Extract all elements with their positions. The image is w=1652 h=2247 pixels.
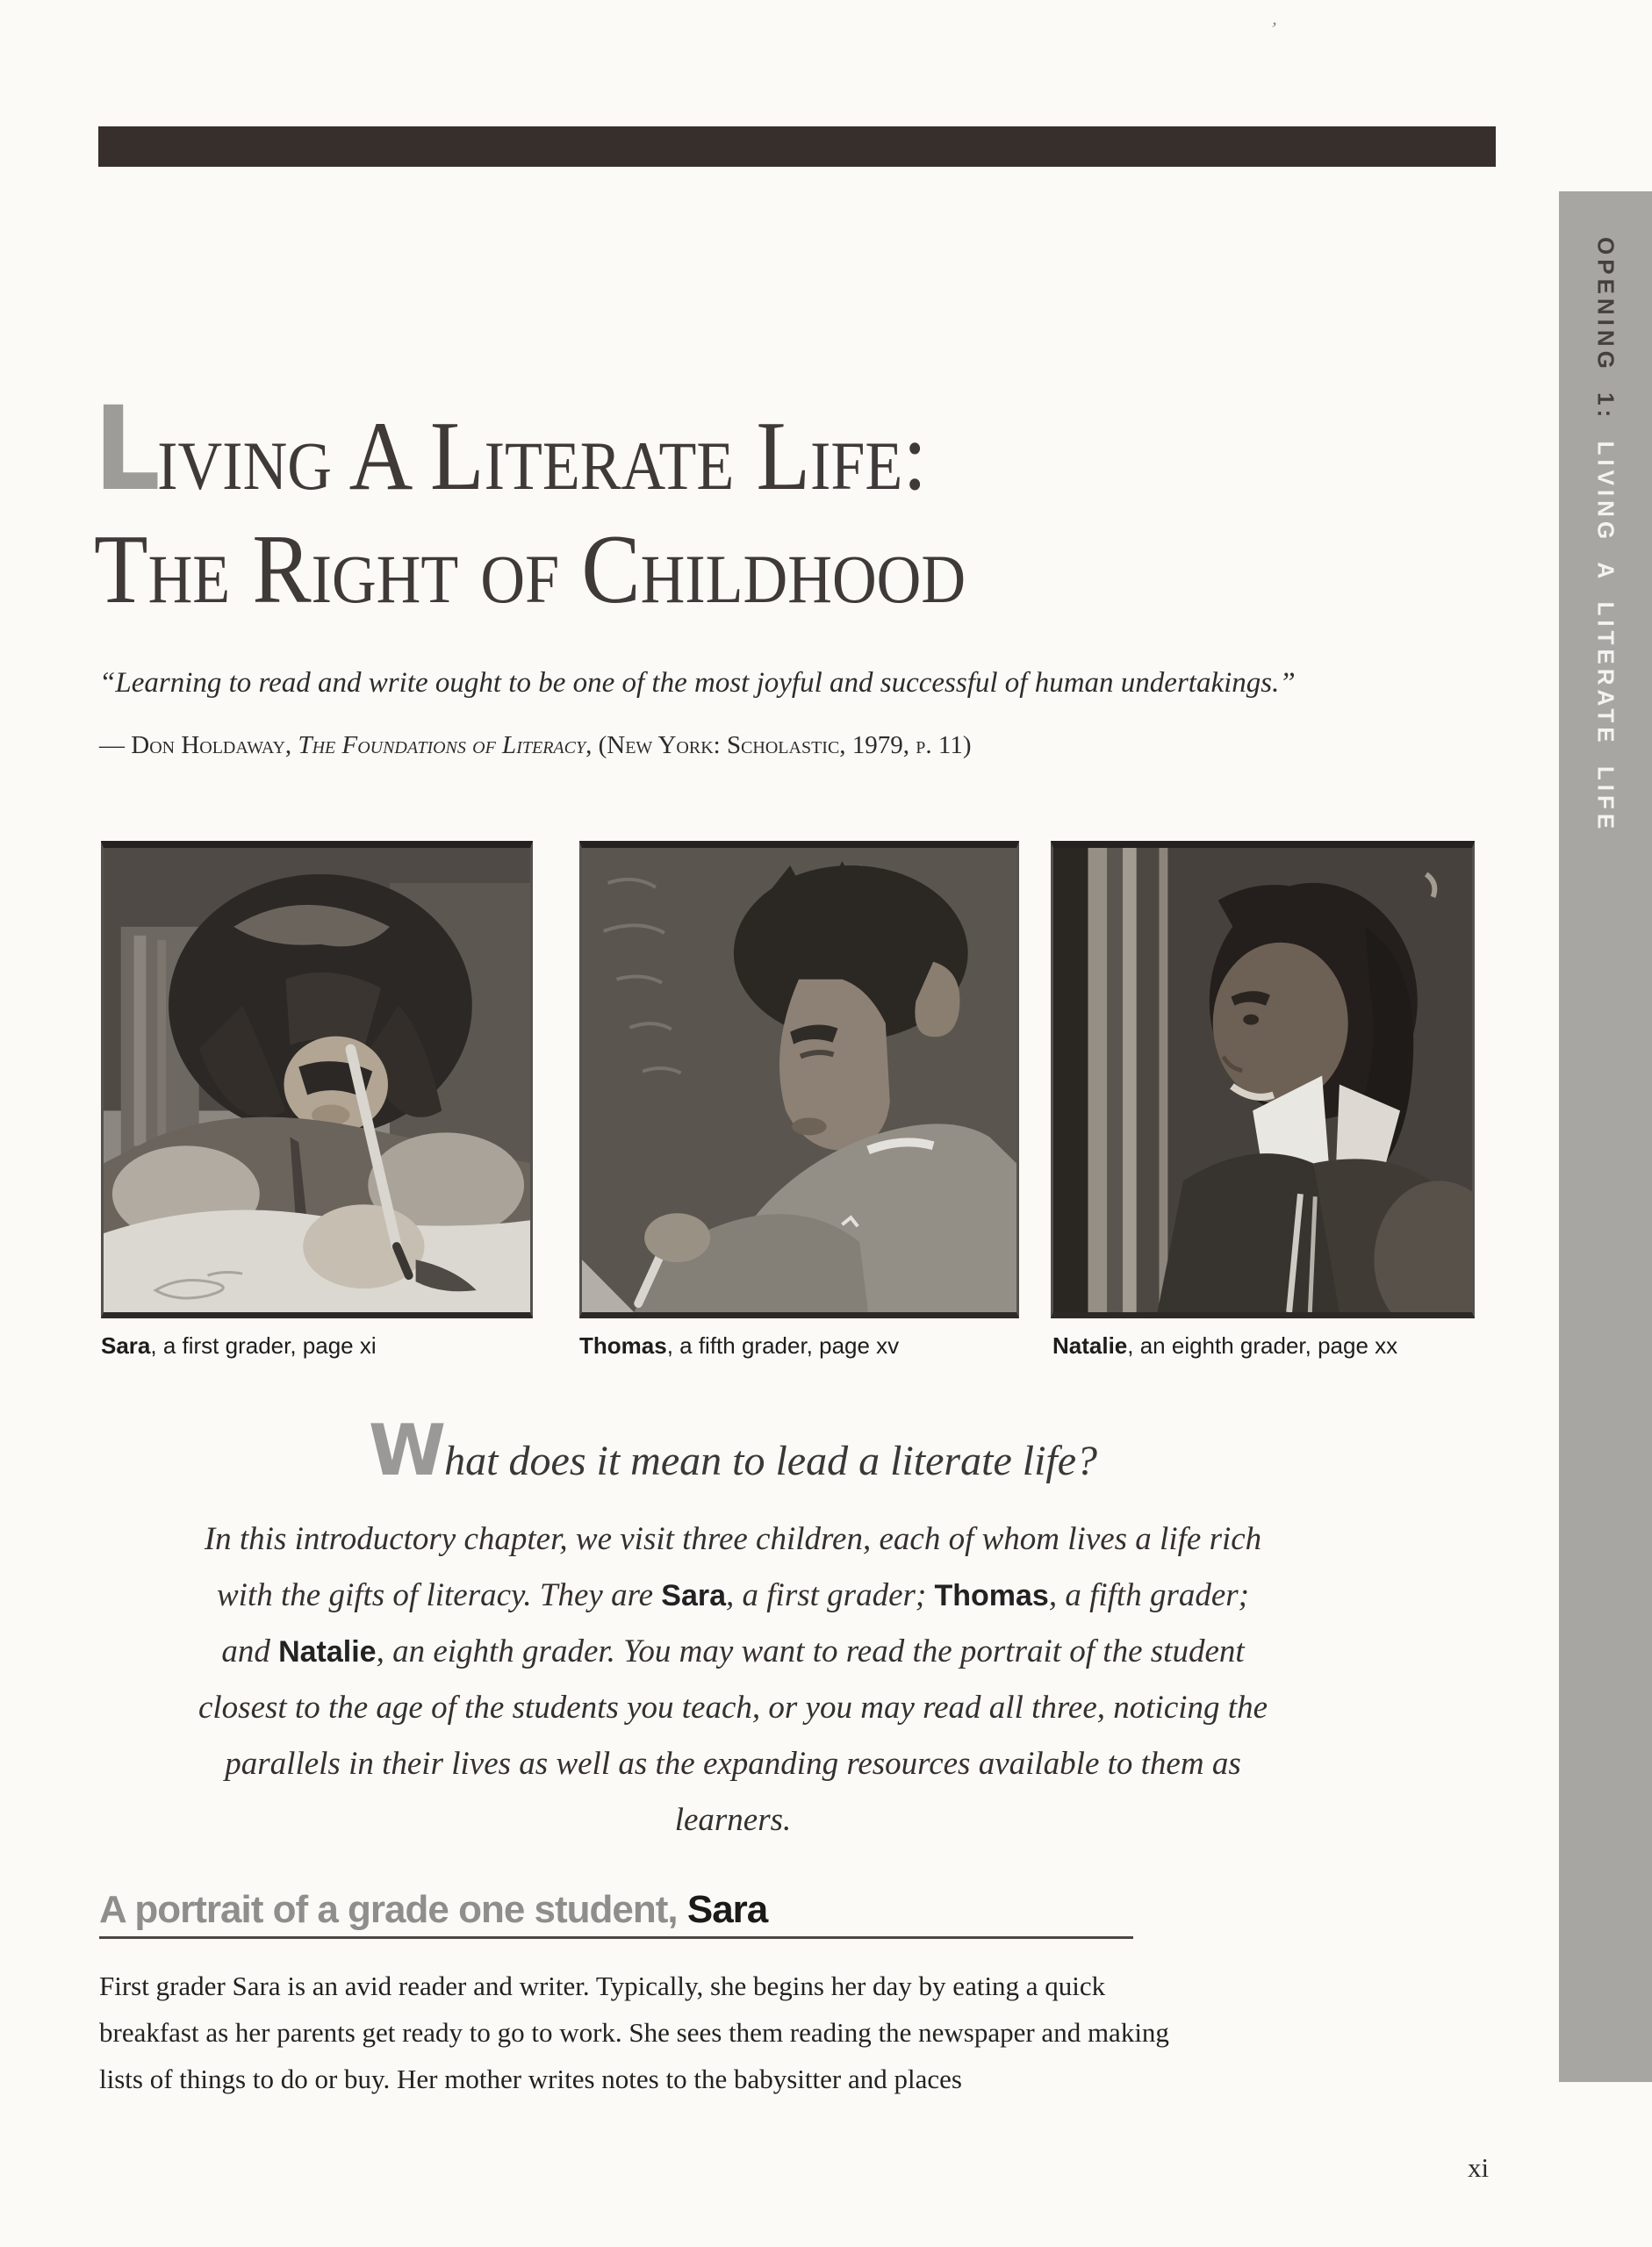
caption-thomas-rest: , a fifth grader, page xv: [666, 1332, 900, 1359]
photo-thomas: [579, 841, 1019, 1318]
attribution-publisher: , (New York: Scholastic, 1979, p. 11): [585, 731, 972, 759]
side-tab-label-space: [1593, 421, 1620, 441]
section-heading: [99, 1888, 1328, 1931]
intro-seg-natalie: Natalie: [278, 1635, 377, 1669]
photo-natalie: [1051, 841, 1475, 1318]
intro-heading-text: hat does it mean to lead a literate life?: [444, 1438, 1098, 1484]
intro-seg-0: In this introductory chapter, we visit three children, each of whom lives a life rich with the gifts of literacy. They are: [204, 1521, 1262, 1613]
intro-seg-6: , an eighth grader. You may want to read the portrait of the student closest to the age of the students you teach, or you may read all three, noticing the parallels in their lives as well as the expanding resources available to them as learners.: [198, 1633, 1268, 1838]
epigraph-quote: “Learning to read and write ought to be one of the most joyful and successful of human undertakings.”: [99, 667, 1296, 699]
caption-sara-name: Sara: [101, 1332, 151, 1359]
page-title-line-2: The Right of Childhood: [94, 515, 966, 624]
intro-seg-thomas: Thomas: [934, 1579, 1049, 1612]
section-heading-name: Sara: [686, 1888, 768, 1931]
photo-thomas-illustration: [582, 848, 1016, 1312]
intro-seg-sara: Sara: [661, 1579, 727, 1612]
chapter-top-rule-bar: [98, 126, 1496, 167]
title-line1-text: iving A Literate Life:: [157, 402, 928, 511]
page-title-line-1: [94, 382, 928, 517]
intro-seg-4: , a fifth grader; and: [221, 1577, 1249, 1669]
caption-natalie-rest: , an eighth grader, page xx: [1127, 1332, 1398, 1359]
attribution-author: — Don Holdaway,: [99, 731, 298, 759]
page-number: xi: [1468, 2152, 1490, 2183]
title-dropcap-L: L: [94, 382, 158, 517]
section-heading-gray: A portrait of a grade one student,: [99, 1888, 687, 1931]
scan-artifact-mark: ’: [1268, 17, 1279, 40]
caption-thomas-name: Thomas: [579, 1332, 667, 1359]
intro-heading: [198, 1410, 1268, 1491]
caption-sara-rest: , a first grader, page xi: [150, 1332, 377, 1359]
section-heading-underline: [99, 1936, 1133, 1939]
caption-natalie-name: Natalie: [1052, 1332, 1128, 1359]
photo-sara: [101, 841, 533, 1318]
epigraph-attribution: [99, 731, 1416, 760]
body-paragraph: First grader Sara is an avid reader and writer. Typically, she begins her day by eating a quick breakfast as her parents get ready to go to work. She sees them reading the newspaper and making lists of things to do or buy. Her mother writes notes to the babysitter and places: [99, 1971, 1169, 2094]
caption-sara: [101, 1332, 377, 1360]
photo-sara-illustration: [104, 848, 530, 1312]
intro-paragraph: [198, 1511, 1268, 1849]
caption-natalie: [1052, 1332, 1397, 1360]
intro-seg-2: , a first grader;: [726, 1577, 935, 1613]
chapter-side-tab-label: [1592, 191, 1620, 2082]
side-tab-label-title: LIVING A LITERATE LIFE: [1592, 441, 1620, 834]
side-tab-label-opening: OPENING 1:: [1592, 237, 1620, 422]
attribution-source-title: The Foundations of Literacy: [298, 731, 586, 759]
intro-dropcap-W: W: [368, 1410, 445, 1491]
chapter-side-tab: [1559, 191, 1652, 2082]
caption-thomas: [579, 1332, 899, 1360]
photo-natalie-illustration: [1053, 848, 1472, 1312]
